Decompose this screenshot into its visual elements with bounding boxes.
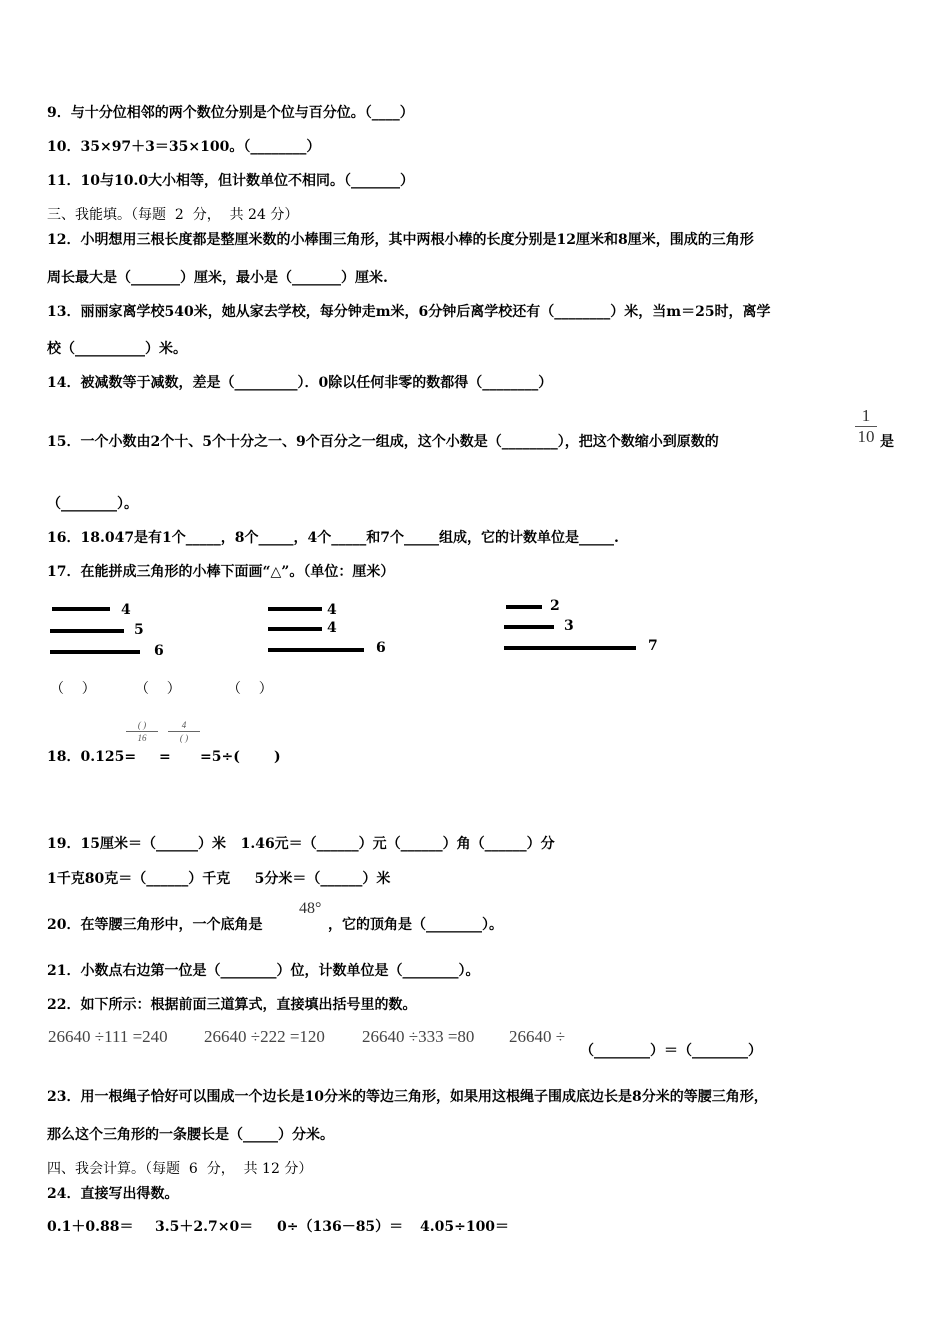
question-17-text: 17．在能拼成三角形的小棒下面画“△”。（单位：厘米）: [47, 564, 395, 580]
question-13-text-b: 校（__________）米。: [47, 341, 187, 357]
stick-label: 6: [376, 640, 386, 656]
answer-paren-text: （ ）: [50, 681, 96, 697]
calc-item-3: [277, 1218, 403, 1236]
question-14: [47, 374, 552, 392]
answer-paren-2[interactable]: [135, 680, 181, 698]
stick-label: 4: [327, 602, 337, 618]
question-15-suffix-text: 是: [880, 434, 894, 450]
stick-label: 3: [564, 618, 574, 634]
equation-text: 26640 ÷: [509, 1027, 566, 1046]
question-18-equals: [159, 748, 171, 766]
stick: [506, 605, 542, 609]
question-15-line2: [47, 495, 138, 513]
question-23-text-a: 23．用一根绳子恰好可以围成一个边长是10分米的等边三角形，如果用这根绳子围成底边长是8分米的等腰三角形，: [47, 1089, 768, 1105]
stick-label: 4: [327, 620, 337, 636]
calc-text: 0÷（136－85）＝: [277, 1219, 404, 1235]
question-18-text-b: =5÷( ): [200, 749, 281, 765]
fraction-denominator: 10: [857, 427, 875, 446]
question-22-text: 22．如下所示：根据前面三道算式，直接填出括号里的数。: [47, 997, 417, 1013]
stick: [268, 627, 322, 631]
equation-text: 26640 ÷222 =120: [204, 1027, 325, 1046]
calc-item-1: [47, 1218, 133, 1236]
question-22-blanks: [580, 1042, 762, 1060]
fraction-bar: [168, 731, 200, 732]
fraction-4-over-blank: [168, 720, 200, 743]
stick-label: 2: [550, 598, 560, 614]
question-19-line2: [47, 870, 390, 888]
question-15-suffix: [880, 433, 894, 451]
calc-text: 0.1＋0.88＝: [47, 1219, 134, 1235]
question-16: [47, 529, 619, 547]
fraction-denominator: ( ): [179, 733, 189, 743]
question-12-line1: [47, 231, 754, 249]
question-21-text: 21．小数点右边第一位是（________）位，计数单位是（________）。: [47, 963, 480, 979]
question-19-line1: [47, 835, 555, 853]
equation-2: [204, 1028, 325, 1046]
fraction-denominator: 16: [137, 733, 147, 743]
equals-text: =: [159, 749, 171, 765]
question-16-text: 16．18.047是有1个_____，8个_____，4个_____和7个_____组成，它的计数单位是_____.: [47, 530, 619, 546]
fraction-one-tenth: [855, 406, 877, 447]
angle-value: 48°: [299, 900, 322, 917]
stick: [268, 607, 322, 611]
question-24: [47, 1185, 178, 1203]
fraction-numerator: 1: [861, 406, 871, 425]
equation-1: [48, 1028, 168, 1046]
answer-paren-text: （ ）: [227, 681, 273, 697]
fraction-numerator: ( ): [137, 720, 147, 730]
question-19-text-b: 1千克80克＝（______）千克 5分米＝（______）米: [47, 871, 391, 887]
question-13-line1: [47, 303, 771, 321]
answer-paren-1[interactable]: [50, 680, 96, 698]
question-12-text-b: 周长最大是（_______）厘米，最小是（_______）厘米.: [47, 270, 388, 286]
question-17: [47, 563, 394, 581]
calc-text: 4.05÷100＝: [420, 1219, 510, 1235]
stick-label: 5: [134, 622, 144, 638]
stick: [50, 629, 124, 633]
question-13-text-a: 13．丽丽家离学校540米，她从家去学校，每分钟走m米，6分钟后离学校还有（________）米，当m＝25时，离学: [47, 304, 771, 320]
question-12-text-a: 12．小明想用三根长度都是整厘米数的小棒围三角形，其中两根小棒的长度分别是12厘米和8厘米，围成的三角形: [47, 232, 754, 248]
question-15-line1: [47, 433, 719, 451]
stick: [52, 607, 110, 611]
equation-3: [362, 1028, 474, 1046]
question-20-rest: [328, 916, 503, 934]
question-11-text: 11．10与10.0大小相等，但计数单位不相同。（_______）: [47, 173, 415, 189]
calc-item-2: [155, 1218, 253, 1236]
question-15-text-b: （________）。: [47, 496, 138, 512]
stick: [504, 646, 636, 650]
question-9-text: 9．与十分位相邻的两个数位分别是个位与百分位。（____）: [47, 105, 414, 121]
question-12-line2: [47, 269, 388, 287]
equation-text: 26640 ÷111 =240: [48, 1027, 168, 1046]
question-23-text-b: 那么这个三角形的一条腰长是（_____）分米。: [47, 1127, 334, 1143]
equation-text: 26640 ÷333 =80: [362, 1027, 475, 1046]
question-9: [47, 104, 414, 122]
question-20-text-b: ，它的顶角是（________）。: [328, 917, 503, 933]
question-18: [47, 748, 136, 766]
question-20: [47, 916, 262, 934]
equation-4: [509, 1028, 565, 1046]
question-23-line2: [47, 1126, 334, 1144]
blanks-text: （________）＝（________）: [580, 1043, 762, 1059]
stick-label: 4: [121, 602, 131, 618]
answer-paren-3[interactable]: [227, 680, 273, 698]
stick-label: 6: [154, 643, 164, 659]
calc-text: 3.5＋2.7×0＝: [155, 1219, 254, 1235]
question-10-text: 10．35×97＋3＝35×100。（________）: [47, 139, 321, 155]
angle-48-degrees: [299, 900, 321, 918]
question-18-text-a: 18．0.125=: [47, 749, 137, 765]
fraction-bar: [126, 731, 158, 732]
fraction-numerator: 4: [181, 720, 187, 730]
question-24-text: 24．直接写出得数。: [47, 1186, 179, 1202]
fraction-blank-over-16: [126, 720, 158, 743]
stick-label: 7: [648, 638, 658, 654]
question-19-text-a: 19．15厘米＝（______）米 1.46元＝（______）元（______）角（______）分: [47, 836, 555, 852]
question-10: [47, 138, 320, 156]
section-4-heading: [47, 1160, 312, 1178]
question-13-line2: [47, 340, 187, 358]
question-21: [47, 962, 479, 980]
stick: [268, 648, 364, 652]
question-23-line1: [47, 1088, 768, 1106]
section-4-text: 四、我会计算。（每题 6 分， 共 12 分）: [47, 1161, 313, 1177]
question-20-text-a: 20．在等腰三角形中，一个底角是: [47, 917, 263, 933]
question-15-text-a: 15．一个小数由2个十、5个十分之一、9个百分之一组成，这个小数是（________），把这个数缩小到原数的: [47, 434, 719, 450]
question-18-rest: [200, 748, 281, 766]
calc-item-4: [420, 1218, 509, 1236]
answer-paren-text: （ ）: [135, 681, 181, 697]
stick: [504, 625, 554, 629]
question-14-text: 14．被减数等于减数，差是（_________）．0除以任何非零的数都得（________）: [47, 375, 553, 391]
section-3-text: 三、我能填。（每题 2 分， 共 24 分）: [47, 207, 299, 223]
stick: [50, 650, 140, 654]
question-22: [47, 996, 416, 1014]
question-11: [47, 172, 414, 190]
section-3-heading: [47, 206, 298, 224]
